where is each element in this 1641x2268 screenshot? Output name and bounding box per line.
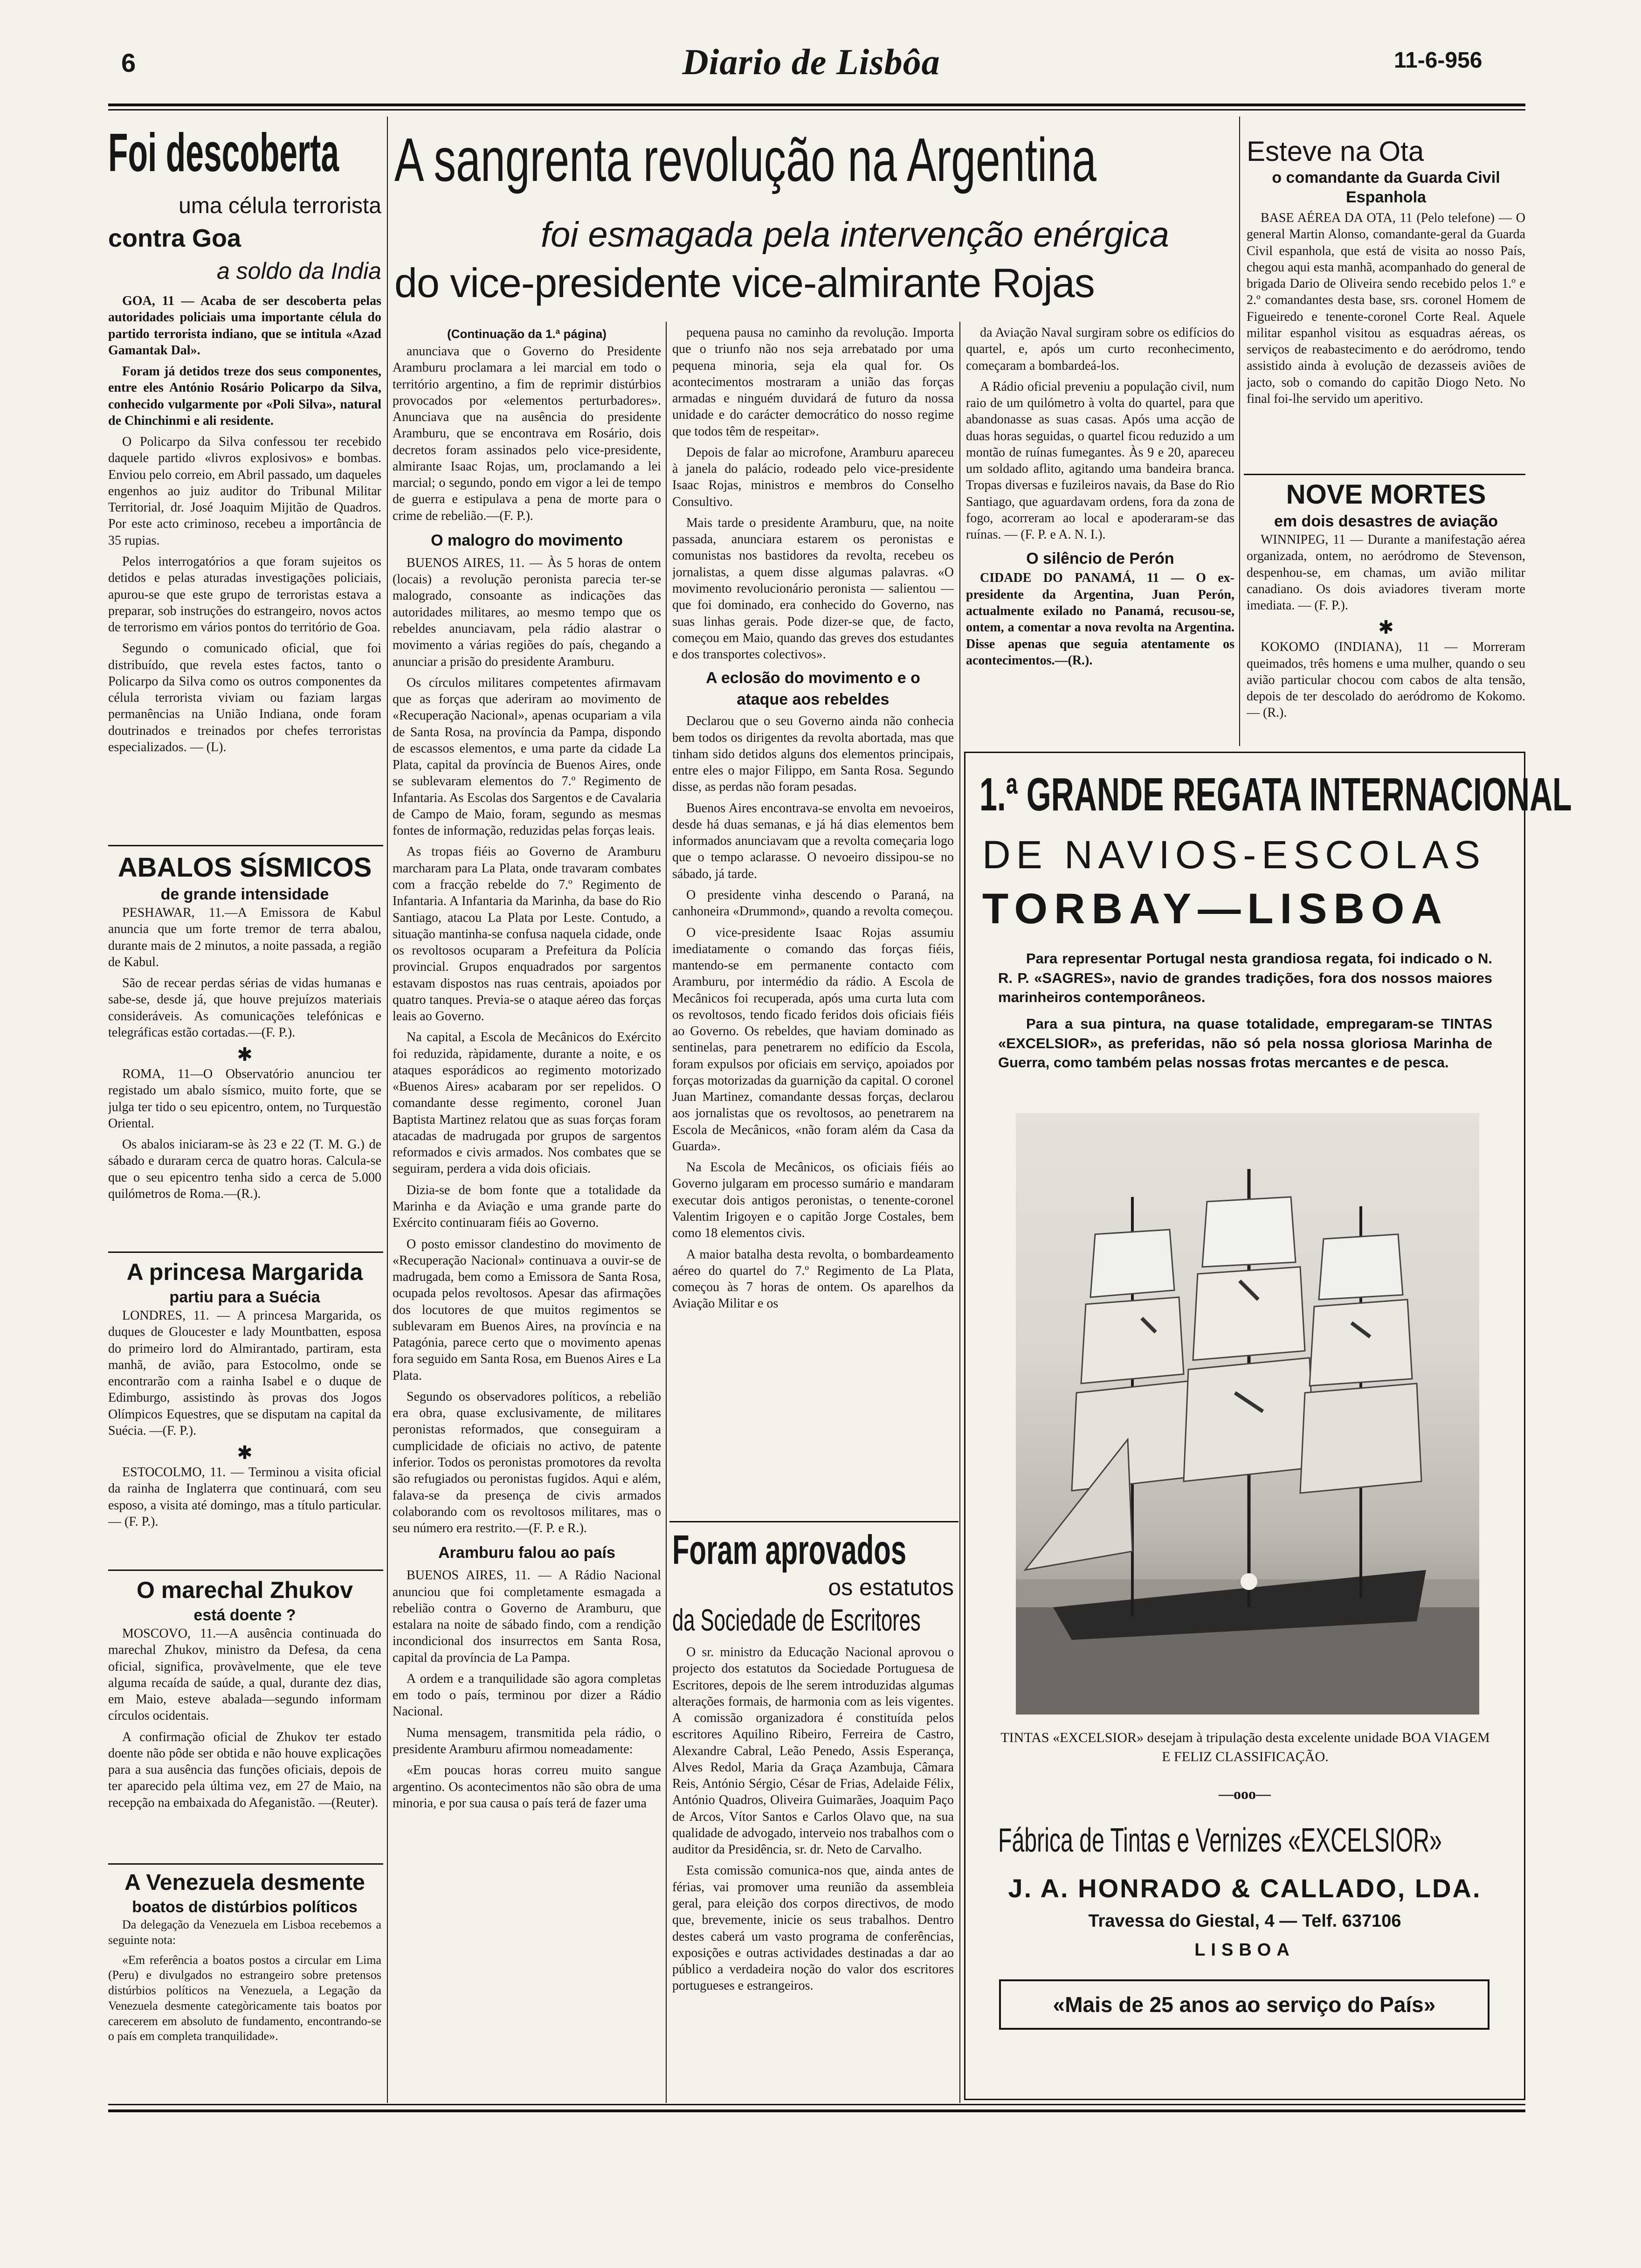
aramburu-subheadline: Aramburu falou ao país bbox=[438, 1544, 615, 1562]
separator-star: ✱ bbox=[1378, 617, 1394, 638]
argentina-paragraph: Na capital, a Escola de Mecânicos do Exército foi reduzida, ràpidamente, durante a noite, e os ataques esporádicos ao regimento motorizado «Buenos Aires» acabaram por ser repelidos. O comandante desse regimento, coronel Juan Baptista Martinez relatou que as suas forças foram atacadas de madrugada por grupos de sargentos reformados e civis armados. Nos combates que se seguiram, perdera a vida dois oficiais. bbox=[393, 1030, 661, 1176]
mortes-paragraph: KOKOMO (INDIANA), 11 — Morreram queimados, três homens e uma mulher, quando o seu avião particular chocou com cabos de alta tensão, depois de ter descolado do aeródromo de Kokomo. — (R.). bbox=[1247, 640, 1525, 720]
goa-paragraph: Segundo o comunicado oficial, que foi distribuído, que revela estes factos, tanto o Policarpo da Silva como os outros componentes da célula terrorista viviam ou faziam largas permanências na União Indiana, onde foram doutrinados e treinados por chefes terroristas especializados. — (L). bbox=[108, 641, 381, 754]
zhukov-body bbox=[108, 1625, 381, 1811]
escritores-paragraph: O sr. ministro da Educação Nacional aprovou o projecto dos estatutos da Sociedade Portuguesa de Escritores, depois de lhe serem introduzidas algumas alterações formais, de harmonia com as leis vigentes. A comissão organizadora é constituída pelos escritores Aquilino Ribeiro, Ferreira de Castro, Alexandre Cabral, Leão Penedo, Assis Esperança, Alves Redol, Maria da Graça Azambuja, Câmara Reis, António Sérgio, César de Frias, Adelaide Félix, António Quadros, Oliveira Guimarães, Joaquim Paço de Arcos, Vítor Santos e Carlos Olavo que, na sua qualidade de advogado, interveio nos trabalhos com o auditor da Presidência, sr. dr. Neto de Carvalho. bbox=[672, 1645, 954, 1857]
sismicos-paragraph: ROMA, 11—O Observatório anunciou ter registado um abalo sísmico, muito forte, que se julga ter tido o seu epicentro, ontem, no Turquestão Oriental. bbox=[108, 1067, 381, 1131]
column-rule bbox=[959, 322, 960, 2103]
goa-subheadline-3: a soldo da India bbox=[216, 258, 381, 284]
margarida-subheadline: partiu para a Suécia bbox=[169, 1288, 320, 1306]
argentina-paragraph: O vice-presidente Isaac Rojas assumiu imediatamente o comando das forças fiéis, mantendo-se em permanente contacto com Aramburu, por intermédio da rádio. A Escola de Mecânicos foi recuperada, após uma curta luta com os revoltosos, tendo ficado feridos dois oficiais fiéis ao Governo. Os rebeldes, que haviam dominado as sentinelas, para penetrarem no edifício da Escola, foram expulsos por oficiais em serviço, apoiados por forças motorizadas da guarnição da capital. O coronel Juan Martinez, comandante dessas forças, declarou aos jornalistas que os revoltosos, ao penetrarem na Escola de Mecânicos, «não foram além da Casa da Guarda». bbox=[672, 925, 954, 1154]
escritores-paragraph: Esta comissão comunica-nos que, ainda antes de férias, vai promover uma reunião da assembleia geral, para eleição dos corpos directivos, de modo que, brevemente, inicie os seus trabalhos. Dentro destes caberá um vasto programa de conferências, exposições e outras actividades destinadas a dar ao público a verdadeira noção do valor dos escritores portugueses e estrangeiros. bbox=[672, 1863, 954, 1993]
mortes-body bbox=[1247, 532, 1525, 721]
argentina-body-2 bbox=[672, 325, 954, 1312]
goa-paragraph: GOA, 11 — Acaba de ser descoberta pelas autoridades policiais uma importante célula do partido terrorista indiano, que se intitula «Azad Gamantak Dal». bbox=[108, 294, 381, 358]
argentina-body-3 bbox=[966, 325, 1234, 669]
argentina-column-2 bbox=[672, 325, 954, 1518]
escritores-body bbox=[672, 1644, 954, 1994]
margarida-body bbox=[108, 1307, 381, 1530]
issue-date: 11-6-956 bbox=[1394, 48, 1482, 73]
ota-article bbox=[1247, 135, 1525, 471]
argentina-paragraph: Buenos Aires encontrava-se envolta em nevoeiros, desde há duas semanas, e já há dias elementos bem informados anunciavam que a revolta começaria logo que o tempo aclarasse. O nevoeiro dissipou-se no sábado, já tarde. bbox=[672, 801, 954, 881]
venezuela-subheadline: boatos de distúrbios políticos bbox=[132, 1898, 358, 1916]
ad-company-name: Fábrica de Tintas e Vernizes «EXCELSIOR» bbox=[998, 1822, 1442, 1859]
separator-star: ✱ bbox=[237, 1044, 253, 1065]
column-rule bbox=[387, 117, 388, 2103]
zhukov-paragraph: A confirmação oficial de Zhukov ter estado doente não pôde ser obtida e não houve explicações para a sua ausência das funções oficiais, depois de ter aparecido pela última vez, em 27 de Maio, na recepção na embaixada do Afeganistão. —(Reuter). bbox=[108, 1729, 381, 1810]
argentina-paragraph: anunciava que o Governo do Presidente Aramburu proclamara a lei marcial em todo o território argentino, a fim de reprimir distúrbios provocados por «elementos perturbadores». Anunciava que na ausência do presidente Aramburu, que se encontrava em Rosário, dois decretos foram assinados pelo vice-presidente, almirante Isaac Rojas, um, proclamando a lei marcial; o segundo, pondo em vigor a lei de tempo de guerra e estipulava a pena de morte para o crime de rebelião.—(F. P.). bbox=[393, 344, 661, 523]
peron-paragraph: CIDADE DO PANAMÁ, 11 — O ex-presidente da Argentina, Juan Perón, actualmente exilado no Panamá, recusou-se, ontem, a comentar a nova revolta na Argentina. Disse apenas que seguia atentamente os acontecimentos.—(R.). bbox=[966, 571, 1234, 668]
sismicos-paragraph: São de recear perdas sérias de vidas humanas e sabe-se, desde já, que houve prejuízos materiais consideráveis. As comunicações telefónicas e telegráficas estão cortadas.—(F. P.). bbox=[108, 976, 381, 1040]
argentina-paragraph: Declarou que o seu Governo ainda não conhecia bem todos os dirigentes da revolta abortada, mas que tinham sido detidos alguns dos elementos principais, entre eles o major Filippo, em Santa Rosa. Segundo disse, as perdas não foram pesadas. bbox=[672, 714, 954, 795]
goa-paragraph: O Policarpo da Silva confessou ter recebido daquele partido «livros explosivos» e bombas. Enviou pelo correio, em Abril passado, um daqueles engenhos ao juiz auditor do Tribunal Militar Territorial, dr. José Joaquim Mijitão de Quadros. Por este acto criminoso, recebeu a importância de 35 rupias. bbox=[108, 435, 381, 548]
ota-headline: Esteve na Ota bbox=[1247, 136, 1424, 167]
venezuela-paragraph: «Em referência a boatos postos a circular em Lima (Peru) e divulgados no estrangeiro sobre pretensos distúrbios políticos na Venezuela, a Legação da Venezuela desmente categòricamente tais boatos por carecerem em absoluto de fundamento, encontrando-se o país em completa tranquilidade». bbox=[108, 1953, 381, 2043]
ad-address: Travessa do Giestal, 4 — Telf. 637106 bbox=[1088, 1911, 1401, 1931]
page-number: 6 bbox=[121, 48, 136, 77]
separator-star: ✱ bbox=[237, 1442, 253, 1464]
mortes-subheadline: em dois desastres de aviação bbox=[1274, 512, 1498, 530]
sailing-ship-photo bbox=[1016, 1113, 1479, 1715]
footer-rule-top bbox=[108, 2104, 1525, 2105]
peron-subheadline: O silêncio de Perón bbox=[1026, 550, 1174, 568]
sailing-ship-icon bbox=[1016, 1113, 1479, 1715]
zhukov-subheadline: está doente ? bbox=[193, 1606, 296, 1624]
footer-rule-bottom bbox=[108, 2109, 1525, 2112]
masthead-rule-bottom bbox=[108, 109, 1525, 111]
ad-headline-3: TORBAY—LISBOA bbox=[982, 885, 1448, 933]
column-rule bbox=[1239, 117, 1240, 746]
escritores-headline: Foram aprovados bbox=[672, 1527, 907, 1573]
masthead-rule-top bbox=[108, 104, 1525, 106]
venezuela-body bbox=[108, 1917, 381, 2044]
argentina-paragraph: «Em poucas horas correu muito sangue argentino. Os acontecimentos não são obra de uma minoria, e por sua causa o país terá de fazer uma bbox=[393, 1763, 661, 1811]
argentina-paragraph: Dizia-se de bom fonte que a totalidade da Marinha e da Aviação e uma grande parte do Exército continuaram fiéis ao Governo. bbox=[393, 1182, 661, 1231]
argentina-paragraph: Os círculos militares competentes afirmavam que as forças que aderiram ao movimento de «Recuperação Nacional», apenas ocupariam a vila de Santa Rosa, na província da Pampa, dispondo de escassos elementos, e uma parte da cidade La Plata, capital da província de Buenos Aires, onde se sublevaram elementos do 7.º Regimento de Infantaria. As Escolas dos Sargentos e de Cavalaria de Campo de Maio, foram, segundo as mesmas fontes de informação, reduzidas pelas forças leais. bbox=[393, 675, 661, 838]
escritores-article bbox=[672, 1527, 954, 2098]
argentina-paragraph: As tropas fiéis ao Governo de Aramburu marcharam para La Plata, onde travaram combates com a fracção rebelde do 7.º Regimento de Infantaria. A Infantaria da Marinha, da base do Rio Santiago, atacou La Plata por Leste. Contudo, a situação mantinha-se confusa naquela cidade, onde os revoltosos ocuparam a Prefeitura da Polícia provincial. Grupos enquadrados por sargentos estavam dispostos nas ruas centrais, apoiados por quatro tanques. Previa-se o ataque aéreo das forças leais ao Governo. bbox=[393, 844, 661, 1024]
argentina-paragraph: BUENOS AIRES, 11. — A Rádio Nacional anunciou que foi completamente esmagada a rebelião contra o Governo de Aramburu, que estalara na noite de sábado findo, com a rendição incondicional dos insurrectos em Santa Rosa, capital da província de La Pampa. bbox=[393, 1568, 661, 1665]
venezuela-headline: A Venezuela desmente bbox=[124, 1870, 365, 1895]
ad-company-name-2: J. A. HONRADO & CALLADO, LDA. bbox=[1008, 1874, 1482, 1903]
goa-body bbox=[108, 293, 381, 760]
escritores-subheadline-2: da Sociedade de Escritores bbox=[672, 1603, 921, 1637]
ad-caption: TINTAS «EXCELSIOR» desejam à tripulação desta excelente unidade BOA VIAGEM E FELIZ CLASSIFICAÇÃO. bbox=[1000, 1730, 1490, 1764]
argentina-paragraph: Depois de falar ao microfone, Aramburu apareceu à janela do palácio, rodeado pelo vice-presidente Isaac Rojas, ministros e membros do Conselho Consultivo. bbox=[672, 445, 954, 509]
ota-paragraph: BASE AÉREA DA OTA, 11 (Pelo telefone) — O general Martin Alonso, comandante-geral da Guarda Civil espanhola, que está de visita ao nosso País, chegou aqui esta manhã, acompanhado do general de brigada Dario de Oliveira sendo recebido pelos 1.º e 2.º comandantes desta base, srs. coronel Homem de Figueiredo e tenente-coronel Corte Real. Aquele militar espanhol visitou as esquadras aéreas, os serviços de reabastecimento e do aeródromo, tendo assistido ainda à evolução de dezasseis aviões de jacto, sob o comando do capitão Diogo Neto. No final foi-lhe servido um aperitivo. bbox=[1247, 211, 1525, 406]
sismicos-paragraph: PESHAWAR, 11.—A Emissora de Kabul anuncia que um forte tremor de terra abalou, durante mais de 2 minutos, a noite passada, a região de Kabul. bbox=[108, 906, 381, 969]
argentina-headline: A sangrenta revolução na Argentina bbox=[394, 125, 1096, 194]
sismicos-article bbox=[108, 851, 381, 1248]
argentina-paragraph: Na Escola de Mecânicos, os oficiais fiéis ao Governo julgaram em processo sumário e mandaram executar dois antigos peronistas, o tenente-coronel Valentim Irigoyen e o capitão Jorge Costales, bem como 18 elementos civis. bbox=[672, 1160, 954, 1241]
ad-headline: 1.ª GRANDE REGATA INTERNACIONAL bbox=[979, 768, 1572, 821]
ota-body bbox=[1247, 210, 1525, 407]
sismicos-body bbox=[108, 905, 381, 1202]
argentina-paragraph: pequena pausa no caminho da revolução. Importa que o triunfo não nos seja arrebatado por uma pequena minoria, seja ela qual for. Os acontecimentos mostraram a união das forças armadas e ninguém duvidará de futuro da nossa unidade e do carácter democrático do nosso regime que todos têm de respeitar». bbox=[672, 325, 954, 439]
argentina-paragraph: Segundo os observadores políticos, a rebelião era obra, quase exclusivamente, de militares peronistas reformados, que conseguiram a cumplicidade de oficiais no activo, de patente inferior. Todos os peronistas promotores da revolta são refugiados ou peronistas fugidos. Aqui e além, falava-se da presença de civis armados colaborando com os revoltosos militares, mas o seu número era restrito.—(F. P. e R.). bbox=[393, 1389, 661, 1536]
sismicos-subheadline: de grande intensidade bbox=[160, 885, 329, 903]
excelsior-advertisement bbox=[964, 752, 1572, 2100]
argentina-paragraph: O posto emissor clandestino do movimento de «Recuperação Nacional» continuava a ouvir-se de madrugada, bem como a Emissora de Santa Rosa, ocupada pelos revoltosos. Apesar das afirmações dos locutores de que muitos regimentos se sublevaram em Buenos Aires, na província e na Patagónia, parece certo que o movimento apenas fora seguido em Santa Rosa, em Buenos Aires e La Plata. bbox=[393, 1237, 661, 1383]
sismicos-headline: ABALOS SÍSMICOS bbox=[117, 852, 372, 883]
argentina-paragraph: A Rádio oficial preveniu a população civil, num raio de um quilómetro à volta do quartel, para que abandonasse as suas casas. Após uma acção de duas horas seguidas, o quartel ficou reduzido a um montão de ruínas fumegantes. Às 9 e 20, apareceu um soldado aflito, agitando uma bandeira branca. Tropas diversas e fuzileiros navais, da Base do Rio Santiago, que aguardavam ordens, fora da zona de fogo, acorreram ao local e apoderaram-se das ruínas. — (F. P. e A. N. I.). bbox=[966, 379, 1234, 542]
continuation-note: (Continuação da 1.ª página) bbox=[447, 327, 607, 341]
article-divider bbox=[108, 1570, 383, 1571]
argentina-column-3 bbox=[966, 325, 1234, 726]
goa-subheadline: uma célula terrorista bbox=[179, 194, 381, 218]
ad-body-2: Para a sua pintura, na quase totalidade, empregaram-se TINTAS «EXCELSIOR», as preferidas, não só pela nossa gloriosa Marinha de Guerra, como também pelas nossas frotas mercantes e de pesca. bbox=[998, 1016, 1492, 1071]
goa-subheadline-2: contra Goa bbox=[108, 224, 241, 252]
venezuela-paragraph: Da delegação da Venezuela em Lisboa recebemos a seguinte nota: bbox=[108, 1918, 381, 1947]
margarida-paragraph: LONDRES, 11. — A princesa Margarida, os duques de Gloucester e lady Mountbatten, esposa do primeiro lord do Almirantado, partiram, esta manhã, de avião, para Estocolmo, onde se encontrarão com a rainha Isabel e o duque de Edimburgo, assistindo às provas dos Jogos Olímpicos Equestres, que se disputam na capital da Suécia. —(F. P.). bbox=[108, 1308, 381, 1438]
margarida-headline: A princesa Margarida bbox=[126, 1259, 363, 1285]
zhukov-headline: O marechal Zhukov bbox=[136, 1577, 353, 1603]
goa-paragraph: Pelos interrogatórios a que foram sujeitos os detidos e pelas aturadas investigações policiais, apurou-se que este grupo de terroristas estava a preparar, sob instruções do estrangeiro, novos actos de terrorismo em vários pontos do território de Goa. bbox=[108, 554, 381, 635]
mortes-article bbox=[1247, 478, 1525, 740]
zhukov-paragraph: MOSCOVO, 11.—A ausência continuada do marechal Zhukov, ministro da Defesa, da cena oficial, significa, provàvelmente, que ele teve alguma recaída de saúde, a qual, durante dez dias, em Maio, esteve abalada—segundo informam círculos ocidentais. bbox=[108, 1626, 381, 1723]
argentina-subheadline-2: do vice-presidente vice-almirante Rojas bbox=[394, 260, 1095, 306]
margarida-paragraph: ESTOCOLMO, 11. — Terminou a visita oficial da rainha de Inglaterra que continuará, com seu esposo, a visita até domingo, mas a título particular. — (F. P.). bbox=[108, 1465, 381, 1529]
goa-headline: Foi descoberta bbox=[108, 122, 339, 183]
argentina-subheadline-1: foi esmagada pela intervenção enérgica bbox=[541, 215, 1169, 255]
argentina-paragraph: O presidente vinha descendo o Paraná, na canhoneira «Drummond», quando a revolta começou. bbox=[672, 887, 954, 919]
zhukov-article bbox=[108, 1575, 381, 1864]
ad-ornament: —ooo— bbox=[1219, 1785, 1271, 1802]
article-divider bbox=[1244, 474, 1525, 475]
venezuela-article bbox=[108, 1869, 381, 2097]
eclosao-subheadline: A eclosão do movimento e o ataque aos rebeldes bbox=[706, 669, 920, 709]
malogro-subheadline: O malogro do movimento bbox=[431, 531, 623, 549]
article-divider bbox=[108, 1863, 383, 1865]
article-divider bbox=[108, 845, 383, 846]
argentina-paragraph: Mais tarde o presidente Aramburu, que, na noite passada, anunciara estarem os peronistas e comunistas nos bastidores da revolta, recebeu os jornalistas, a quem disse algumas palavras. «O movimento revolucionário peronista — salientou — que foi dominado, era conhecido do Governo, nas suas linhas gerais. Pode dizer-se que, de facto, começou em Maio, quando das greves dos estudantes e dos transportes colectivos». bbox=[672, 515, 954, 662]
escritores-subheadline: os estatutos bbox=[828, 1574, 954, 1600]
article-divider bbox=[108, 1252, 383, 1253]
argentina-column-1 bbox=[393, 325, 661, 2096]
ad-slogan: «Mais de 25 anos ao serviço do País» bbox=[999, 1979, 1489, 2030]
argentina-body-1 bbox=[393, 343, 661, 1812]
ota-subheadline: o comandante da Guarda Civil Espanhola bbox=[1272, 169, 1500, 206]
margarida-article bbox=[108, 1257, 381, 1570]
sismicos-paragraph: Os abalos iniciaram-se às 23 e 22 (T. M. G.) de sábado e duraram cerca de quatro horas. Calcula-se que o seu epicentro tenha sido a cerca de 5.000 quilómetros de Roma.—(R.). bbox=[108, 1137, 381, 1201]
argentina-paragraph: Numa mensagem, transmitida pela rádio, o presidente Aramburu afirmou nomeadamente: bbox=[393, 1725, 661, 1756]
argentina-paragraph: BUENOS AIRES, 11. — Às 5 horas de ontem (locais) a revolução peronista parecia ter-se malogrado, consoante as indicações das autoridades militares, ao mesmo tempo que os rebeldes anunciavam, pela rádio alastrar o movimento a várias regiões do país, chegando a anunciar a prisão do presidente Aramburu. bbox=[393, 555, 661, 669]
mortes-paragraph: WINNIPEG, 11 — Durante a manifestação aérea organizada, ontem, no aeródromo de Stevenson, despenhou-se, em chamas, um avião militar canadiano. Os dois aviadores tiveram morte imediata. — (F. P.). bbox=[1247, 532, 1525, 613]
argentina-paragraph: A ordem e a tranquilidade são agora completas em todo o país, terminou por dizer a Rádio Nacional. bbox=[393, 1671, 661, 1719]
mortes-headline: NOVE MORTES bbox=[1286, 479, 1486, 510]
ad-headline-2: DE NAVIOS-ESCOLAS bbox=[982, 833, 1486, 877]
argentina-paragraph: da Aviação Naval surgiram sobre os edifícios do quartel, e, após um curto reconhecimento, começaram a bombardeá-los. bbox=[966, 325, 1234, 373]
newspaper-title: Diario de Lisbôa bbox=[682, 41, 940, 82]
goa-article bbox=[108, 122, 381, 840]
argentina-paragraph: A maior batalha desta revolta, o bombardeamento aéreo do quartel do 7.º Regimento de La Plata, começou às 7 horas de ontem. Os aparelhos da Aviação Militar e os bbox=[672, 1247, 954, 1311]
column-rule bbox=[666, 322, 667, 2103]
goa-paragraph: Foram já detidos treze dos seus componentes, entre eles António Rosário Policarpo da Silva, conhecido vulgarmente por «Poli Silva», natural de Chinchinmi e ali residente. bbox=[108, 364, 381, 428]
ad-body-1: Para representar Portugal nesta grandiosa regata, foi indicado o N. R. P. «SAGRES», navio de grandes tradições, fora dos nossos maiores marinheiros contemporâneos. bbox=[998, 950, 1492, 1006]
ad-city: LISBOA bbox=[1194, 1940, 1295, 1960]
article-divider bbox=[669, 1521, 958, 1522]
